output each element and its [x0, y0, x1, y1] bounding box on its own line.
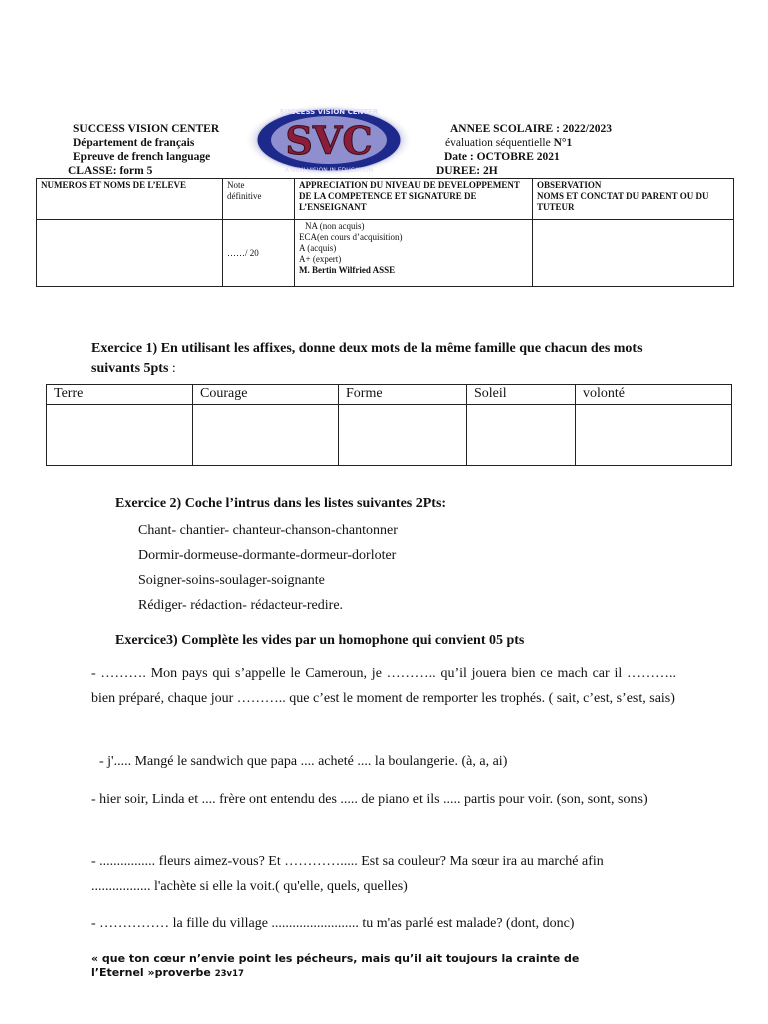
subject: Epreuve de french language — [73, 151, 211, 163]
level-a-plus: A+ (expert) — [299, 254, 342, 264]
appreciation-cell — [295, 220, 533, 287]
word-volonte: volonté — [576, 385, 732, 405]
word-terre: Terre — [47, 385, 193, 405]
class-label: CLASSE: form 5 — [68, 165, 153, 177]
grade-header: Note définitive — [223, 179, 295, 220]
exercise-3-title: Exercice3) Complète les vides par un homophone qui convient 05 pts — [115, 633, 525, 648]
word-row — [47, 385, 732, 405]
level-a: A (acquis) — [299, 243, 337, 253]
intrus-list-4[interactable]: Rédiger- rédaction- rédacteur-redire. — [138, 598, 344, 613]
school-logo — [244, 104, 414, 176]
exercise-1-title: Exercice 1) En utilisant les affixes, donne deux mots de la même famille que chacun des mots suivants 5pts : — [91, 341, 643, 376]
exercise-2-title: Exercice 2) Coche l’intrus dans les listes suivantes 2Pts: — [115, 496, 447, 511]
intrus-list-1[interactable]: Chant- chantier- chanteur-chanson-chantonner — [138, 523, 398, 538]
proverb-text: « que ton cœur n’envie point les pécheurs, mais qu’il ait toujours la crainte de l’Eternel »proverbe — [91, 952, 580, 979]
duration: DUREE: 2H — [436, 165, 498, 177]
intrus-list-3[interactable]: Soigner-soins-soulager-soignante — [138, 573, 325, 588]
answer-row — [47, 405, 732, 466]
answer-cell-courage[interactable] — [193, 405, 339, 466]
student-cell[interactable] — [37, 220, 223, 287]
observation-cell[interactable] — [533, 220, 734, 287]
homophone-item-3: - hier soir, Linda et .... frère ont entendu des ..... de piano et ils ..... partis pour voir. (son, sont, sons) — [91, 792, 648, 807]
answer-cell-soleil[interactable] — [467, 405, 576, 466]
evaluation-label — [445, 137, 572, 150]
answer-cell-forme[interactable] — [339, 405, 467, 466]
student-header: NUMEROS ET NOMS DE L’ELEVE — [37, 179, 223, 220]
svg-text:SUCCESS VISION CENTER: SUCCESS VISION CENTER — [279, 108, 379, 116]
evaluation-number: N°1 — [553, 137, 573, 149]
word-soleil: Soleil — [467, 385, 576, 405]
proverb-quote — [91, 952, 616, 981]
evaluation-table — [36, 178, 734, 287]
level-eca: ECA(en cours d’acquisition) — [299, 232, 403, 242]
answer-cell-volonte[interactable] — [576, 405, 732, 466]
evaluation-prefix: évaluation séquentielle — [445, 137, 551, 149]
department: Département de français — [73, 137, 195, 149]
teacher-name: M. Bertin Wilfried ASSE — [299, 265, 396, 275]
word-family-table — [46, 384, 732, 466]
svg-text:A NEW VISION IN EDUCATION: A NEW VISION IN EDUCATION — [284, 167, 374, 174]
proverb-reference: 23v17 — [214, 969, 244, 979]
answer-cell-terre[interactable] — [47, 405, 193, 466]
homophone-item-2: - j'..... Mangé le sandwich que papa .... acheté .... la boulangerie. (à, a, ai) — [99, 754, 508, 769]
appreciation-header: APPRECIATION DU NIVEAU DE DEVELOPPEMENT DE LA COMPETENCE ET SIGNATURE DE L’ENSEIGNANT — [295, 179, 533, 220]
word-forme: Forme — [339, 385, 467, 405]
word-courage: Courage — [193, 385, 339, 405]
evaluation-table-header — [37, 179, 734, 220]
homophone-item-5: - …………… la fille du village ......................... tu m'as parlé est malade? (dont, donc) — [91, 916, 575, 931]
logo-letters: SVC — [285, 118, 373, 163]
exam-date: Date : OCTOBRE 2021 — [444, 151, 560, 163]
grade-value: ……/ 20 — [227, 247, 259, 258]
homophone-item-1: - ………. Mon pays qui s’appelle le Cameroun, je ……….. qu’il jouera bien ce mach car il ……….. bien préparé, chaque jour ……….. que c’est le moment de remporter les trophés. ( sait, c’est, s’est, sais) — [91, 666, 676, 706]
level-na: NA (non acquis) — [305, 221, 365, 231]
intrus-list-2[interactable]: Dormir-dormeuse-dormante-dormeur-dorloter — [138, 548, 397, 563]
school-year: ANNEE SCOLAIRE : 2022/2023 — [450, 123, 612, 135]
observation-header: OBSERVATION NOMS ET CONCTAT DU PARENT OU DU TUTEUR — [533, 179, 734, 220]
homophone-item-4: - ................ fleurs aimez-vous? Et …………..... Est sa couleur? Ma sœur ira au marché afin ................. l'achète si elle la voit.( qu'elle, quels, quelles) — [91, 854, 604, 894]
logo-graphic — [244, 104, 414, 176]
grade-cell[interactable] — [223, 220, 295, 287]
evaluation-table-body — [37, 220, 734, 287]
school-name: SUCCESS VISION CENTER — [73, 123, 220, 135]
